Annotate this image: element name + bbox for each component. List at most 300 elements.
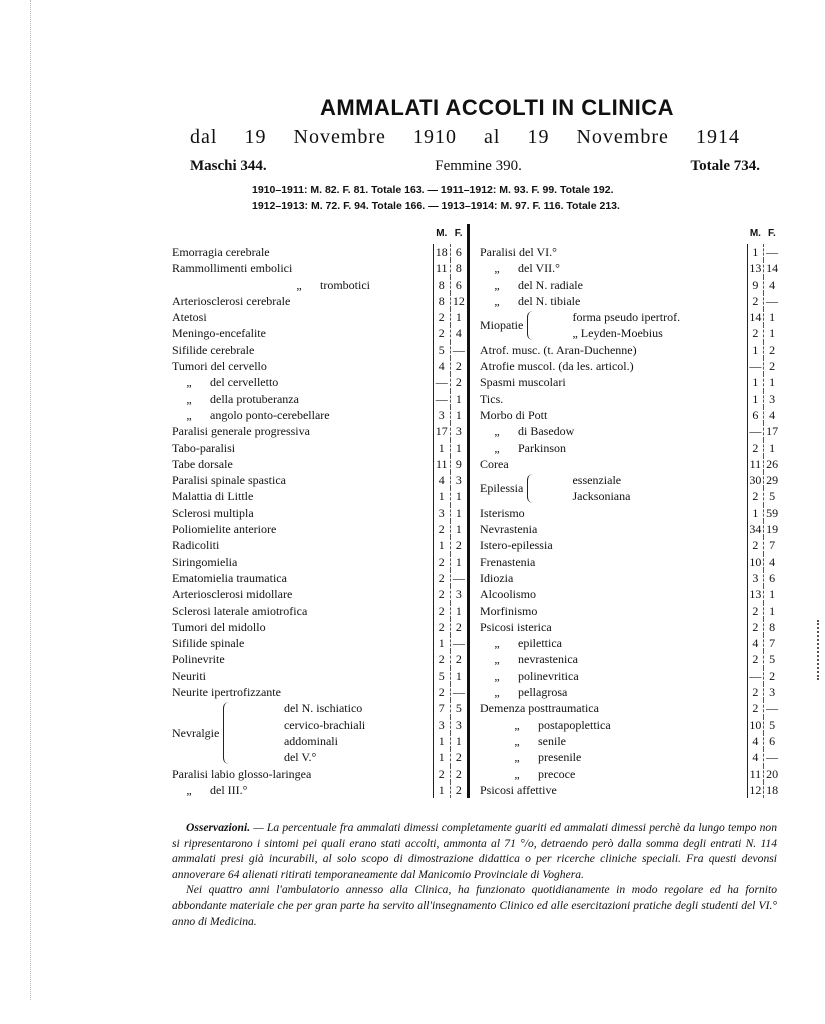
count-female: 1 [450,309,468,325]
row-label-text: Psicosi affettive [480,782,557,797]
count-male: 1 [433,733,450,749]
count-male: 34 [747,521,764,537]
count-male: 2 [747,651,764,667]
row-label-text: Frenastenia [480,554,536,569]
table-row [172,782,469,798]
ditto-mark: „ [494,293,500,308]
row-label [172,554,433,570]
row-label [172,782,433,798]
table-row [480,293,780,309]
count-male: 2 [433,651,450,667]
table-row [480,342,780,358]
count-male: 10 [747,717,764,733]
row-label [480,717,747,733]
count-male: 7 [433,700,450,716]
row-label-text: Atrof. musc. (t. Aran-Duchenne) [480,342,637,357]
table-row [480,586,780,602]
group-wrap [480,311,568,340]
row-label [172,505,433,521]
row-label [480,374,747,390]
row-label-text: Morfinismo [480,603,538,618]
table-row [480,651,780,667]
date-range-subtitle [190,124,740,150]
right-table-body [480,244,780,798]
count-female: 2 [450,749,468,765]
table-row [480,749,780,765]
left-table-body [172,244,469,798]
row-label [480,260,747,276]
count-male: 4 [747,635,764,651]
count-female: 2 [450,651,468,667]
observations-heading: Osservazioni. [186,821,251,835]
subtitle-word: 1914 [695,126,740,148]
count-female: 5 [764,717,780,733]
table-row [480,505,780,521]
count-male: 1 [747,342,764,358]
observations-text-2: Nei quattro anni l'ambulatorio annesso alla Clinica, ha funzionato quotidianamente in modo regolare ed ha fornito abbondante materiale che per gran parte ha servito all'insegnamento Clinico ed alle esercitazioni pratiche degli studenti del VI.° anno di Medicina. [172,883,777,928]
table-row [172,684,469,700]
observations-paragraph-1 [172,820,777,882]
group-wrap [172,702,280,763]
row-label [172,342,433,358]
row-label [172,472,433,488]
count-female: 5 [764,488,780,504]
row-label-text: Idiozia [480,570,514,585]
count-male: 30 [747,472,764,488]
count-female: 1 [764,309,780,325]
table-row [480,277,780,293]
page-title: AMMALATI ACCOLTI IN CLINICA [319,95,675,120]
subtitle-word: dal [190,126,218,148]
table-row [480,537,780,553]
row-label-text: di Basedow [518,424,575,439]
count-female: 6 [764,733,780,749]
count-male: 3 [433,717,450,733]
row-label-text: Paralisi generale progressiva [172,424,310,439]
count-female: 2 [764,668,780,684]
row-label [172,603,433,619]
count-male: 1 [747,505,764,521]
row-label-text: del N. radiale [518,277,583,292]
row-label [172,521,433,537]
count-female: 3 [450,586,468,602]
count-male: 1 [433,782,450,798]
row-label [480,537,747,553]
row-label [480,244,747,260]
ditto-mark: „ [186,391,192,406]
count-female: 1 [764,325,780,341]
count-female: 1 [450,521,468,537]
count-female: — [450,684,468,700]
count-female: 1 [450,488,468,504]
count-male: 1 [747,244,764,260]
table-row [480,603,780,619]
row-label: del V.° [283,750,317,765]
row-label [172,277,433,293]
ditto-mark: „ [494,261,500,276]
row-label [480,668,747,684]
count-male: 2 [747,293,764,309]
count-male: 13 [747,586,764,602]
count-female: 2 [764,358,780,374]
ditto-mark: „ [514,750,520,765]
table-row [172,391,469,407]
row-label-text: pellagrosa [518,685,568,700]
table-row [480,456,780,472]
row-label [480,684,747,700]
row-label-text: Demenza posttraumatica [480,701,599,716]
group-label-cell [480,309,572,342]
brace-icon [527,474,533,503]
count-male: 1 [747,391,764,407]
count-female: — [450,570,468,586]
total-overall: Totale 734. [690,158,760,174]
table-row [480,554,780,570]
row-label-text: Paralisi labio glosso-laringea [172,766,312,781]
row-label [480,407,747,423]
count-female: 2 [450,537,468,553]
table-row [172,325,469,341]
count-male: — [747,668,764,684]
table-row [172,277,469,293]
count-male: — [433,374,450,390]
group-label: Miopatie [480,318,524,333]
row-label-text: nevrastenica [518,652,578,667]
table-row [480,733,780,749]
count-male: 4 [433,358,450,374]
group-label-cell [172,700,284,765]
count-female: 2 [450,766,468,782]
row-label [480,635,747,651]
row-label [480,619,747,635]
row-label-text: Neuriti [172,668,206,683]
group-label: Nevralgie [172,725,220,740]
row-label-text: precoce [538,766,576,781]
row-label-text: Sclerosi laterale amiotrofica [172,603,308,618]
yearly-totals-line-1: 1910–1911: M. 82. F. 81. Totale 163. — 1911–1912: M. 93. F. 99. Totale 192. [252,184,614,196]
count-male: 5 [433,668,450,684]
count-female: 17 [764,423,780,439]
ditto-mark: „ [494,440,500,455]
table-row [480,619,780,635]
count-female: 2 [450,782,468,798]
count-male: — [747,423,764,439]
count-female: 2 [450,374,468,390]
subtitle-word: 19 [527,126,550,148]
subtitle-word: 1910 [412,126,457,148]
row-label-text: Istero-epilessia [480,538,553,553]
ditto-mark: „ [514,733,520,748]
count-male: 3 [433,407,450,423]
count-female: 1 [450,733,468,749]
row-label [480,505,747,521]
count-male: 8 [433,277,450,293]
count-female: — [450,635,468,651]
subtitle-word: al [483,126,501,148]
table-row [480,684,780,700]
count-male: 2 [433,554,450,570]
row-label [480,651,747,667]
count-female: 3 [764,684,780,700]
table-row [172,570,469,586]
count-male: 1 [747,374,764,390]
table-row [172,766,469,782]
count-male: 2 [747,603,764,619]
brace-icon [223,702,229,763]
count-female: 3 [764,391,780,407]
table-row [172,668,469,684]
left-disease-table [172,224,470,798]
row-label-text: epilettica [518,636,562,651]
row-label: forma pseudo ipertrof. [572,310,681,325]
total-males: Maschi 344. [190,158,267,174]
row-label [172,358,433,374]
count-female: 5 [450,700,468,716]
row-label [172,391,433,407]
count-male: 3 [433,505,450,521]
table-row [172,603,469,619]
table-row [172,488,469,504]
table-row [480,358,780,374]
row-label: cervico-brachiali [283,717,366,732]
row-label [480,342,747,358]
count-female: 1 [450,440,468,456]
ditto-mark: „ [494,424,500,439]
row-label-text: del N. tibiale [518,293,581,308]
count-female: 18 [764,782,780,798]
count-female: 1 [450,603,468,619]
table-row [480,521,780,537]
subtitle-word: Novembre [293,126,386,148]
row-label-text: Emorragia cerebrale [172,245,270,259]
count-female: 59 [764,505,780,521]
row-label [172,586,433,602]
left-col-header-m: M. [436,227,448,239]
row-label-text: Arteriosclerosi midollare [172,587,293,602]
row-label [480,586,747,602]
count-female: 1 [450,505,468,521]
count-female: 8 [764,619,780,635]
table-row [480,570,780,586]
table-row [172,700,469,716]
row-label [480,570,747,586]
ditto-mark: „ [514,766,520,781]
count-male: 2 [747,325,764,341]
row-label-text: postapoplettica [538,717,611,732]
count-female: 2 [450,358,468,374]
count-male: 2 [433,766,450,782]
count-female: — [764,749,780,765]
count-male: 2 [747,684,764,700]
count-male: 2 [747,537,764,553]
table-row [172,651,469,667]
count-female: 4 [764,407,780,423]
count-female: 1 [764,440,780,456]
count-male: 1 [433,749,450,765]
count-male: 2 [433,325,450,341]
row-label-text: Morbo di Pott [480,407,548,422]
row-label: del N. ischiatico [283,701,363,716]
row-label-text: Psicosi isterica [480,619,552,634]
table-row [172,472,469,488]
count-male: 3 [747,570,764,586]
table-row [480,440,780,456]
row-label-text: del III.° [210,782,248,797]
group-label-cell [480,472,572,505]
row-label-text: Paralisi del VI.° [480,245,557,259]
row-label-text: presenile [538,750,582,765]
group-wrap [480,474,568,503]
right-col-header-m: M. [749,227,761,239]
row-label [172,537,433,553]
table-row [480,374,780,390]
count-female: 7 [764,635,780,651]
left-col-header-f: F. [454,227,463,239]
row-label [480,749,747,765]
table-row [172,537,469,553]
count-female: 2 [764,342,780,358]
ditto-mark: „ [494,668,500,683]
count-male: — [747,358,764,374]
table-row [172,358,469,374]
table-row [172,374,469,390]
table-row [480,244,780,260]
count-male: 2 [433,309,450,325]
count-male: 4 [747,733,764,749]
count-female: 3 [450,717,468,733]
count-female: — [764,700,780,716]
count-male: 9 [747,277,764,293]
count-female: 29 [764,472,780,488]
count-male: 2 [433,684,450,700]
ditto-mark: „ [494,277,500,292]
row-label [480,440,747,456]
count-female: 4 [764,277,780,293]
count-female: 1 [450,391,468,407]
table-row [172,586,469,602]
row-label-text: Alcoolismo [480,587,536,602]
count-male: 1 [433,537,450,553]
row-label-text: Tics. [480,391,504,406]
count-male: 18 [433,244,450,260]
row-label-text: Spasmi muscolari [480,375,566,390]
row-label [172,684,433,700]
table-row [480,472,780,488]
count-male: 4 [747,749,764,765]
observations-text-1: — La percentuale fra ammalati dimessi completamente guariti ed ammalati dimessi perchè da lungo tempo non si ripresentarono i sintomi pei quali erano stati accolti, ammonta al 71 °/o, detraendo però dalla somma degli entrati N. 114 ammalati presi già incurabili, al solo scopo di dimostrazione didattica o per ricerche cliniche speciali. Fra questi devonsi annoverare 64 alienati ritirati temporaneamente dal Manicomio Provinciale di Voghera. [172,821,777,881]
table-row [480,717,780,733]
row-label-text: della protuberanza [210,391,299,406]
count-female: 14 [764,260,780,276]
count-female: 19 [764,521,780,537]
table-row [480,782,780,798]
count-female: — [764,244,780,260]
row-label-text: Tumori del cervello [172,359,267,374]
row-label-text: Atetosi [172,310,207,325]
count-male: 11 [747,766,764,782]
row-label [480,423,747,439]
row-label-text: Meningo-encefalite [172,326,266,341]
count-female: 5 [764,651,780,667]
row-label-text: senile [538,733,566,748]
table-row [172,554,469,570]
row-label-text: Sclerosi multipla [172,505,254,520]
count-female: 3 [450,472,468,488]
row-label [480,700,747,716]
count-male: — [433,391,450,407]
subtitle-word: Novembre [576,126,669,148]
row-label: addominali [283,733,338,748]
scan-edge [0,0,31,1000]
count-male: 2 [433,521,450,537]
row-label-text: Rammollimenti embolici [172,261,293,276]
ditto-mark: „ [186,375,192,390]
ditto-mark: „ [296,277,302,292]
row-label [480,358,747,374]
row-label [480,456,747,472]
row-label [172,651,433,667]
row-label: „ Leyden-Moebius [572,326,663,341]
ditto-mark: „ [494,652,500,667]
row-label-text: Siringomielia [172,554,238,569]
table-row [172,342,469,358]
row-label [172,309,433,325]
count-male: 4 [433,472,450,488]
table-row [480,407,780,423]
row-label [480,277,747,293]
table-row [172,309,469,325]
count-male: 11 [433,260,450,276]
count-male: 5 [433,342,450,358]
count-female: — [764,293,780,309]
count-male: 14 [747,309,764,325]
table-row [172,505,469,521]
table-row [172,293,469,309]
row-label-text: trombotici [320,277,370,292]
ditto-mark: „ [186,782,192,797]
table-row [480,260,780,276]
row-label [172,619,433,635]
table-row [480,668,780,684]
row-label [172,260,433,276]
row-label-text: Atrofie muscol. (da les. articol.) [480,359,634,374]
row-label-text: del cervelletto [210,375,279,390]
row-label [480,293,747,309]
count-male: 2 [747,619,764,635]
count-male: 13 [747,260,764,276]
count-male: 11 [747,456,764,472]
count-male: 1 [433,440,450,456]
row-label-text: angolo ponto-cerebellare [210,407,330,422]
ditto-mark: „ [494,636,500,651]
table-row [480,635,780,651]
row-label-text: Isterismo [480,505,525,520]
row-label [172,325,433,341]
count-male: 1 [433,488,450,504]
row-label-text: Sifilide spinale [172,636,245,651]
count-female: 20 [764,766,780,782]
subtitle-word: 19 [244,126,267,148]
count-male: 2 [433,570,450,586]
count-male: 2 [747,700,764,716]
table-row [172,456,469,472]
count-female: 12 [450,293,468,309]
ditto-mark: „ [514,717,520,732]
row-label-text: Parkinson [518,440,566,455]
row-label-text: Nevrastenia [480,522,538,537]
row-label [480,782,747,798]
observations-paragraph-2 [172,882,777,929]
